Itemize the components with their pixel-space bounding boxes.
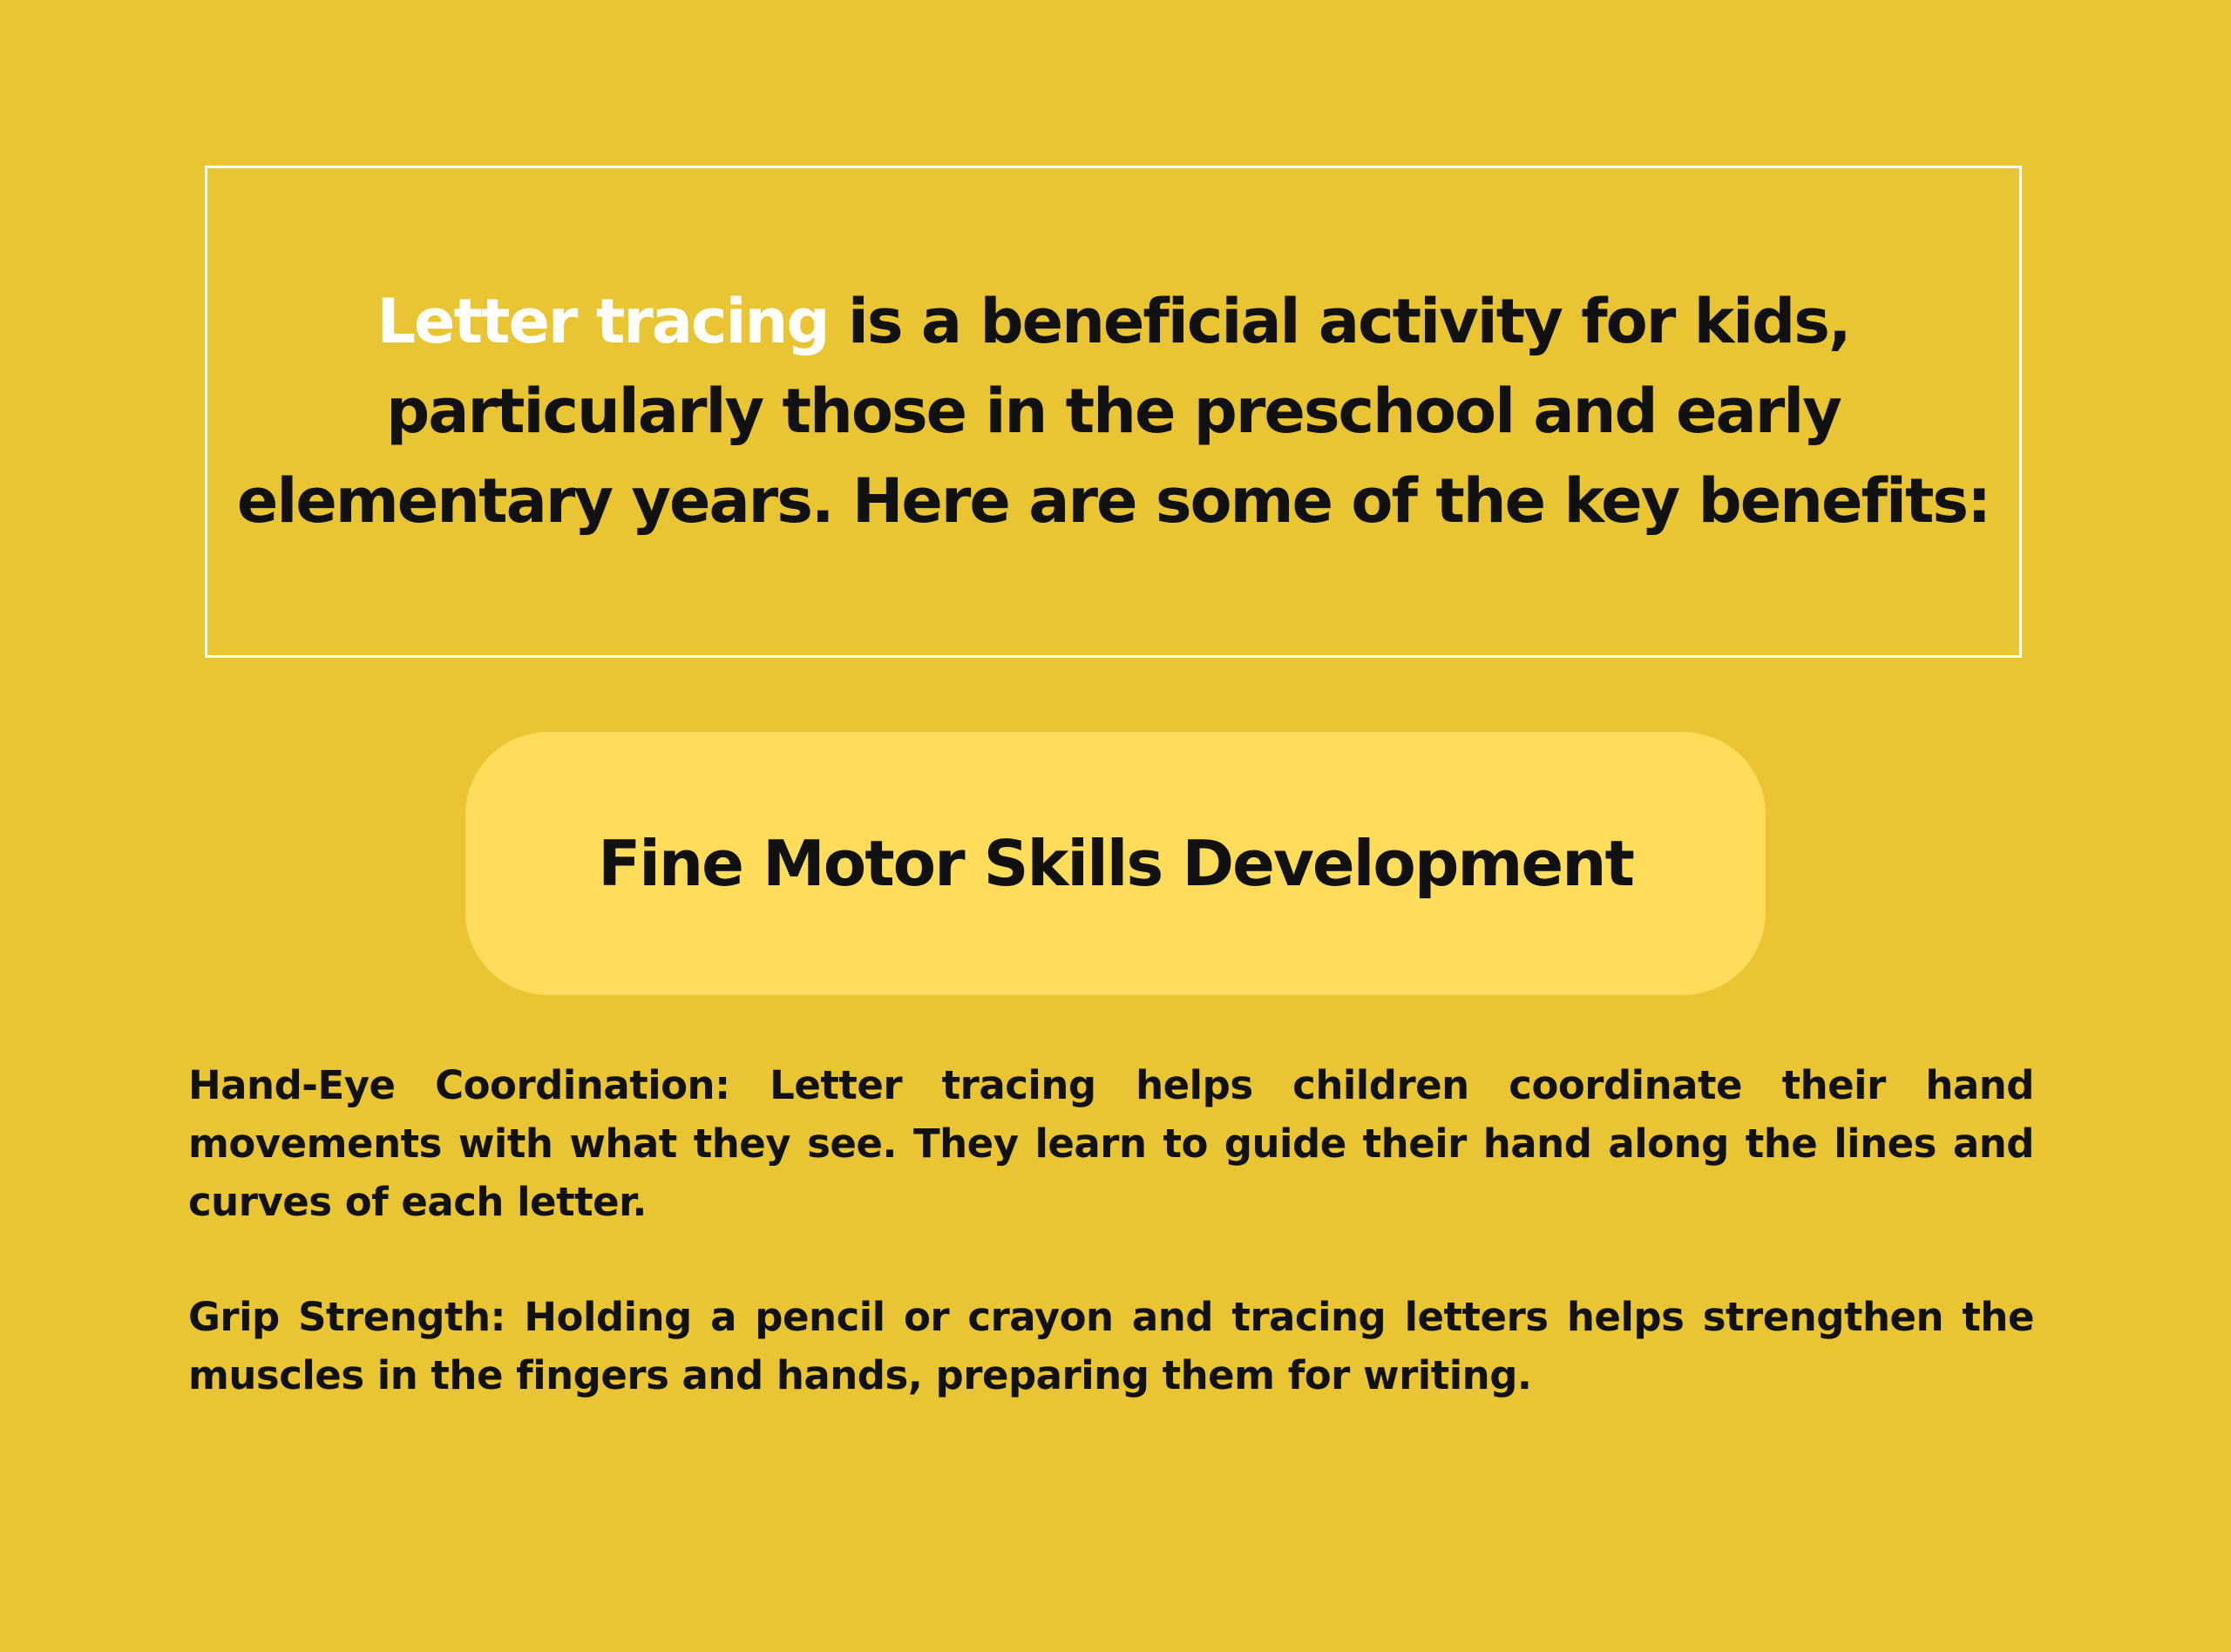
benefit-grip-strength: Grip Strength: Holding a pencil or crayon and tracing letters helps strengthen the muscles in the fingers and hands, preparing them for writing. <box>188 1294 2034 1398</box>
intro-highlight: Letter tracing <box>376 286 829 357</box>
section-heading-pill <box>465 732 1766 995</box>
benefits-list <box>188 1056 2034 1461</box>
benefit-hand-eye-coordination: Hand-Eye Coordination: Letter tracing helps children coordinate their hand movements with what they see. They learn to guide their hand along the lines and curves of each letter. <box>188 1062 2034 1225</box>
intro-box <box>205 166 2022 658</box>
intro-text <box>232 277 1995 546</box>
intro-rest: is a beneficial activity for kids, particularly those in the preschool and early elementary years. Here are some of the key benefits: <box>236 286 1990 537</box>
section-heading: Fine Motor Skills Development <box>598 827 1633 900</box>
